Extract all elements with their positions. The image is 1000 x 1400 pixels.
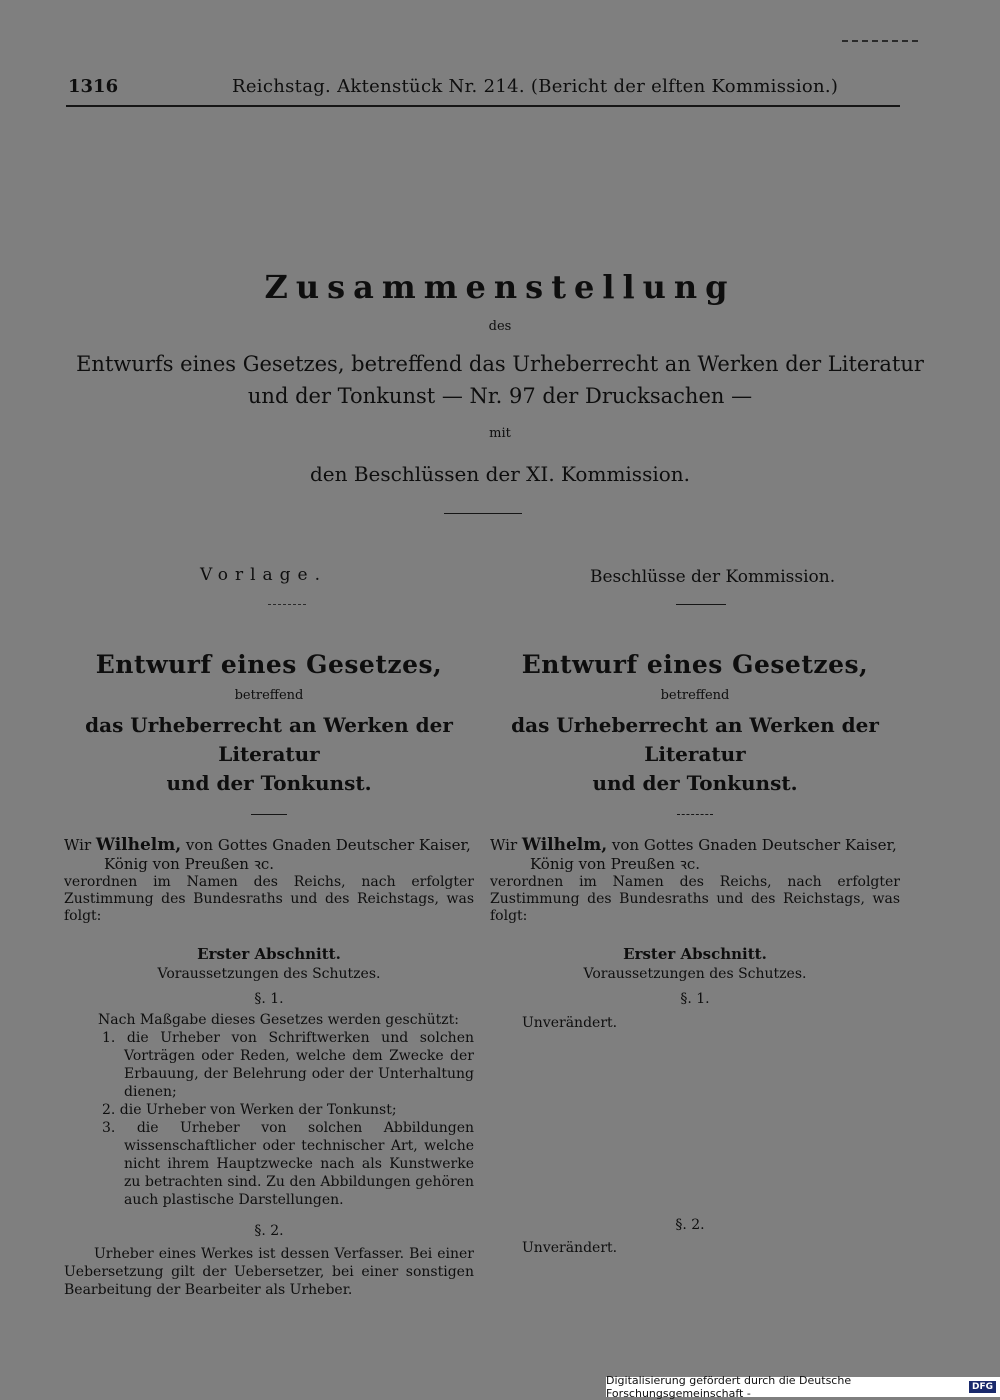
preamble-verordnen: verordnen im Namen des Reichs, nach erfolgter Zustimmung des Bundesraths und des Reichstags, was folgt: <box>490 874 900 924</box>
paragraph-1-number: §. 1. <box>254 991 284 1007</box>
betreffend-label: betreffend <box>660 688 730 703</box>
law-subject <box>490 711 900 798</box>
paragraph-1-text: Unverändert. <box>522 1015 618 1031</box>
top-edge-mark <box>842 40 918 42</box>
column-heading-right: Beschlüsse der Kommission. <box>590 567 836 587</box>
subtitle-line-1: Entwurfs eines Gesetzes, betreffend das Urheberrecht an Werken der Literatur <box>76 352 924 376</box>
law-subject-line-2: und der Tonkunst. <box>592 771 798 795</box>
emperor-name: Wilhelm, <box>95 835 182 855</box>
law-subject <box>64 711 474 798</box>
preamble-wir-word: Wir <box>64 836 92 854</box>
column-divider-left <box>268 604 306 605</box>
preamble-wir-word: Wir <box>490 836 518 854</box>
title-connector-des: des <box>488 319 512 334</box>
preamble-wir <box>64 836 474 855</box>
paragraph-1-intro: Nach Maßgabe dieses Gesetzes werden geschützt: <box>98 1012 459 1028</box>
preamble-wir <box>490 836 900 855</box>
title-connector-mit: mit <box>489 426 511 441</box>
paragraph-2-number-right: §. 2. <box>675 1217 705 1233</box>
subtitle-line-3: den Beschlüssen der XI. Kommission. <box>309 462 691 486</box>
preamble-title: von Gottes Gnaden Deutscher Kaiser, <box>607 836 897 854</box>
preamble-koenig: König von Preußen ꝛc. <box>104 855 275 873</box>
law-subject-line-1: das Urheberrecht an Werken der Literatur <box>511 713 879 766</box>
document-title: Zusammenstellung <box>264 268 736 306</box>
subtitle-line-2: und der Tonkunst — Nr. 97 der Drucksachen — <box>247 384 753 408</box>
right-column-beschluesse <box>490 650 900 1031</box>
list-item: 3. die Urheber von solchen Abbildungen wissenschaftlicher oder technischer Art, welche nicht ihrem Hauptzwecke nach als Kunstwerke zu betrachten sind. Zu den Abbildungen gehören auch plastische Darstellungen. <box>102 1120 474 1208</box>
preamble-title: von Gottes Gnaden Deutscher Kaiser, <box>181 836 471 854</box>
law-subject-line-1: das Urheberrecht an Werken der Literatur <box>85 713 453 766</box>
preamble-koenig: König von Preußen ꝛc. <box>530 855 701 873</box>
section-subheading: Voraussetzungen des Schutzes. <box>157 966 381 982</box>
paragraph-2-number: §. 2. <box>254 1223 284 1239</box>
section-heading: Erster Abschnitt. <box>623 945 767 963</box>
paragraph-2-text-right: Unverändert. <box>522 1240 618 1256</box>
law-title: Entwurf eines Gesetzes, <box>95 650 443 679</box>
emperor-name: Wilhelm, <box>521 835 608 855</box>
short-rule <box>251 814 287 815</box>
short-rule <box>677 814 713 815</box>
page-number: 1316 <box>68 76 119 97</box>
section-subheading: Voraussetzungen des Schutzes. <box>583 966 807 982</box>
running-title: Reichstag. Aktenstück Nr. 214. (Bericht der elften Kommission.) <box>232 76 839 97</box>
digitization-footer <box>606 1374 1000 1400</box>
header-rule <box>66 105 900 107</box>
dfg-logo: DFG <box>969 1381 996 1393</box>
column-heading-left: Vorlage. <box>200 565 327 585</box>
left-column-vorlage <box>64 650 474 1299</box>
list-item: 1. die Urheber von Schriftwerken und solchen Vorträgen oder Reden, welche dem Zwecke der Erbauung, der Belehrung oder der Unterhaltung dienen; <box>102 1030 474 1100</box>
law-subject-line-2: und der Tonkunst. <box>166 771 372 795</box>
column-divider-right <box>676 604 726 605</box>
betreffend-label: betreffend <box>234 688 304 703</box>
title-divider <box>444 513 522 514</box>
paragraph-1-number: §. 1. <box>680 991 710 1007</box>
law-title: Entwurf eines Gesetzes, <box>521 650 869 679</box>
paragraph-2-text: Urheber eines Werkes ist dessen Verfasser. Bei einer Uebersetzung gilt der Uebersetzer, bei einer sonstigen Bearbeitung der Bearbeiter als Urheber. <box>64 1246 474 1298</box>
footer-credit: Digitalisierung gefördert durch die Deutsche Forschungsgemeinschaft - <box>606 1374 852 1400</box>
preamble-verordnen: verordnen im Namen des Reichs, nach erfolgter Zustimmung des Bundesraths und des Reichstags, was folgt: <box>64 874 474 924</box>
list-item: 2. die Urheber von Werken der Tonkunst; <box>102 1102 397 1118</box>
section-heading: Erster Abschnitt. <box>197 945 341 963</box>
